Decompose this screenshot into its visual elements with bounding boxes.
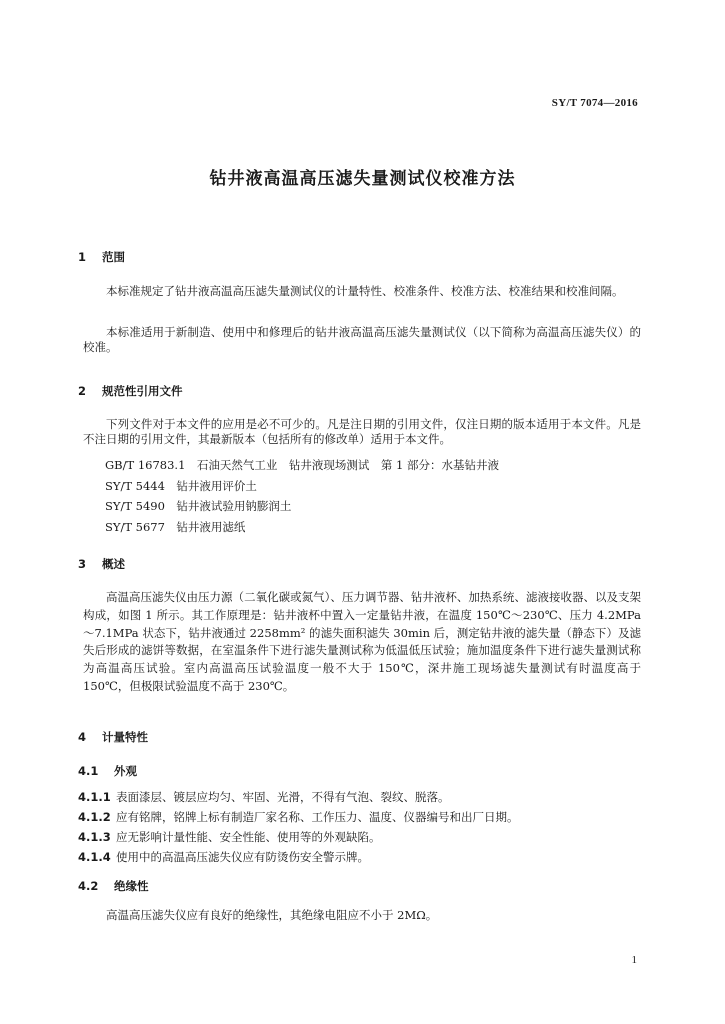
reference-item: SY/T 5444 钻井液用评价土: [105, 479, 257, 493]
section-3-heading: [78, 557, 125, 572]
reference-item: GB/T 16783.1 石油天然气工业 钻井液现场测试 第 1 部分：水基钻井液: [105, 458, 500, 472]
subsection-title: 外观: [114, 764, 137, 778]
section-title: 规范性引用文件: [102, 384, 183, 398]
section-title: 范围: [102, 250, 125, 264]
clause-number: 4.1.3: [78, 830, 111, 844]
subsection-title: 绝缘性: [114, 879, 149, 893]
section-1-paragraph-2: 本标准适用于新制造、使用中和修理后的钻井液高温高压滤失量测试仪（以下简称为高温高压滤失仪）的校准。: [83, 325, 641, 354]
section-title: 计量特性: [102, 730, 148, 744]
clause-text: 表面漆层、镀层应均匀、牢固、光滑，不得有气泡、裂纹、脱落。: [116, 790, 450, 804]
clause-number: 4.1.4: [78, 850, 111, 864]
section-4-heading: [78, 730, 148, 745]
subsection-4-2-paragraph: 高温高压滤失仪应有良好的绝缘性，其绝缘电阻应不小于 2MΩ。: [106, 908, 438, 922]
document-title: 钻井液高温高压滤失量测试仪校准方法: [209, 169, 516, 189]
reference-item: SY/T 5490 钻井液试验用钠膨润土: [105, 499, 292, 513]
subsection-number: 4.2: [78, 879, 99, 893]
clause-4-1-3: [78, 830, 381, 845]
clause-number: 4.1.2: [78, 810, 111, 824]
clause-4-1-1: [78, 790, 450, 805]
clause-number: 4.1.1: [78, 790, 111, 804]
section-number: 2: [78, 384, 87, 398]
subsection-number: 4.1: [78, 764, 99, 778]
section-2-intro: 下列文件对于本文件的应用是必不可少的。凡是注日期的引用文件，仅注日期的版本适用于本文件。凡是不注日期的引用文件，其最新版本（包括所有的修改单）适用于本文件。: [83, 417, 641, 446]
clause-4-1-2: [78, 810, 519, 825]
section-1-paragraph-1: 本标准规定了钻井液高温高压滤失量测试仪的计量特性、校准条件、校准方法、校准结果和校准间隔。: [106, 284, 624, 298]
reference-item: SY/T 5677 钻井液用滤纸: [105, 520, 246, 534]
section-number: 3: [78, 557, 87, 571]
section-1-heading: [78, 250, 125, 265]
clause-text: 应有铭牌，铭牌上标有制造厂家名称、工作压力、温度、仪器编号和出厂日期。: [116, 810, 519, 824]
page-number: 1: [631, 954, 637, 966]
subsection-4-1-heading: [78, 764, 137, 779]
section-2-heading: [78, 384, 183, 399]
clause-4-1-4: [78, 850, 369, 865]
clause-text: 使用中的高温高压滤失仪应有防烫伤安全警示牌。: [116, 850, 369, 864]
section-number: 1: [78, 250, 87, 264]
section-3-paragraph: 高温高压滤失仪由压力源（二氧化碳或氮气）、压力调节器、钻井液杯、加热系统、滤液接收器、以及支架构成，如图 1 所示。其工作原理是：钻井液杯中置入一定量钻井液，在温度 150℃～230℃、压力 4.2MPa～7.1MPa 状态下，钻井液通过 2258mm² 的滤失面积滤失 30min 后，测定钻井液的滤失量（静态下）及滤失后形成的滤饼等数据，在室温条件下进行滤失量测试称为低温低压试验；施加温度条件下进行滤失量测试称为高温高压试验。室内高温高压试验温度一般不大于 150℃，深井施工现场滤失量测试有时温度高于 150℃，但极限试验温度不高于 230℃。: [83, 590, 641, 693]
section-number: 4: [78, 730, 87, 744]
standard-code: SY/T 7074—2016: [551, 97, 638, 109]
clause-text: 应无影响计量性能、安全性能、使用等的外观缺陷。: [116, 830, 381, 844]
section-title: 概述: [102, 557, 125, 571]
subsection-4-2-heading: [78, 879, 149, 894]
